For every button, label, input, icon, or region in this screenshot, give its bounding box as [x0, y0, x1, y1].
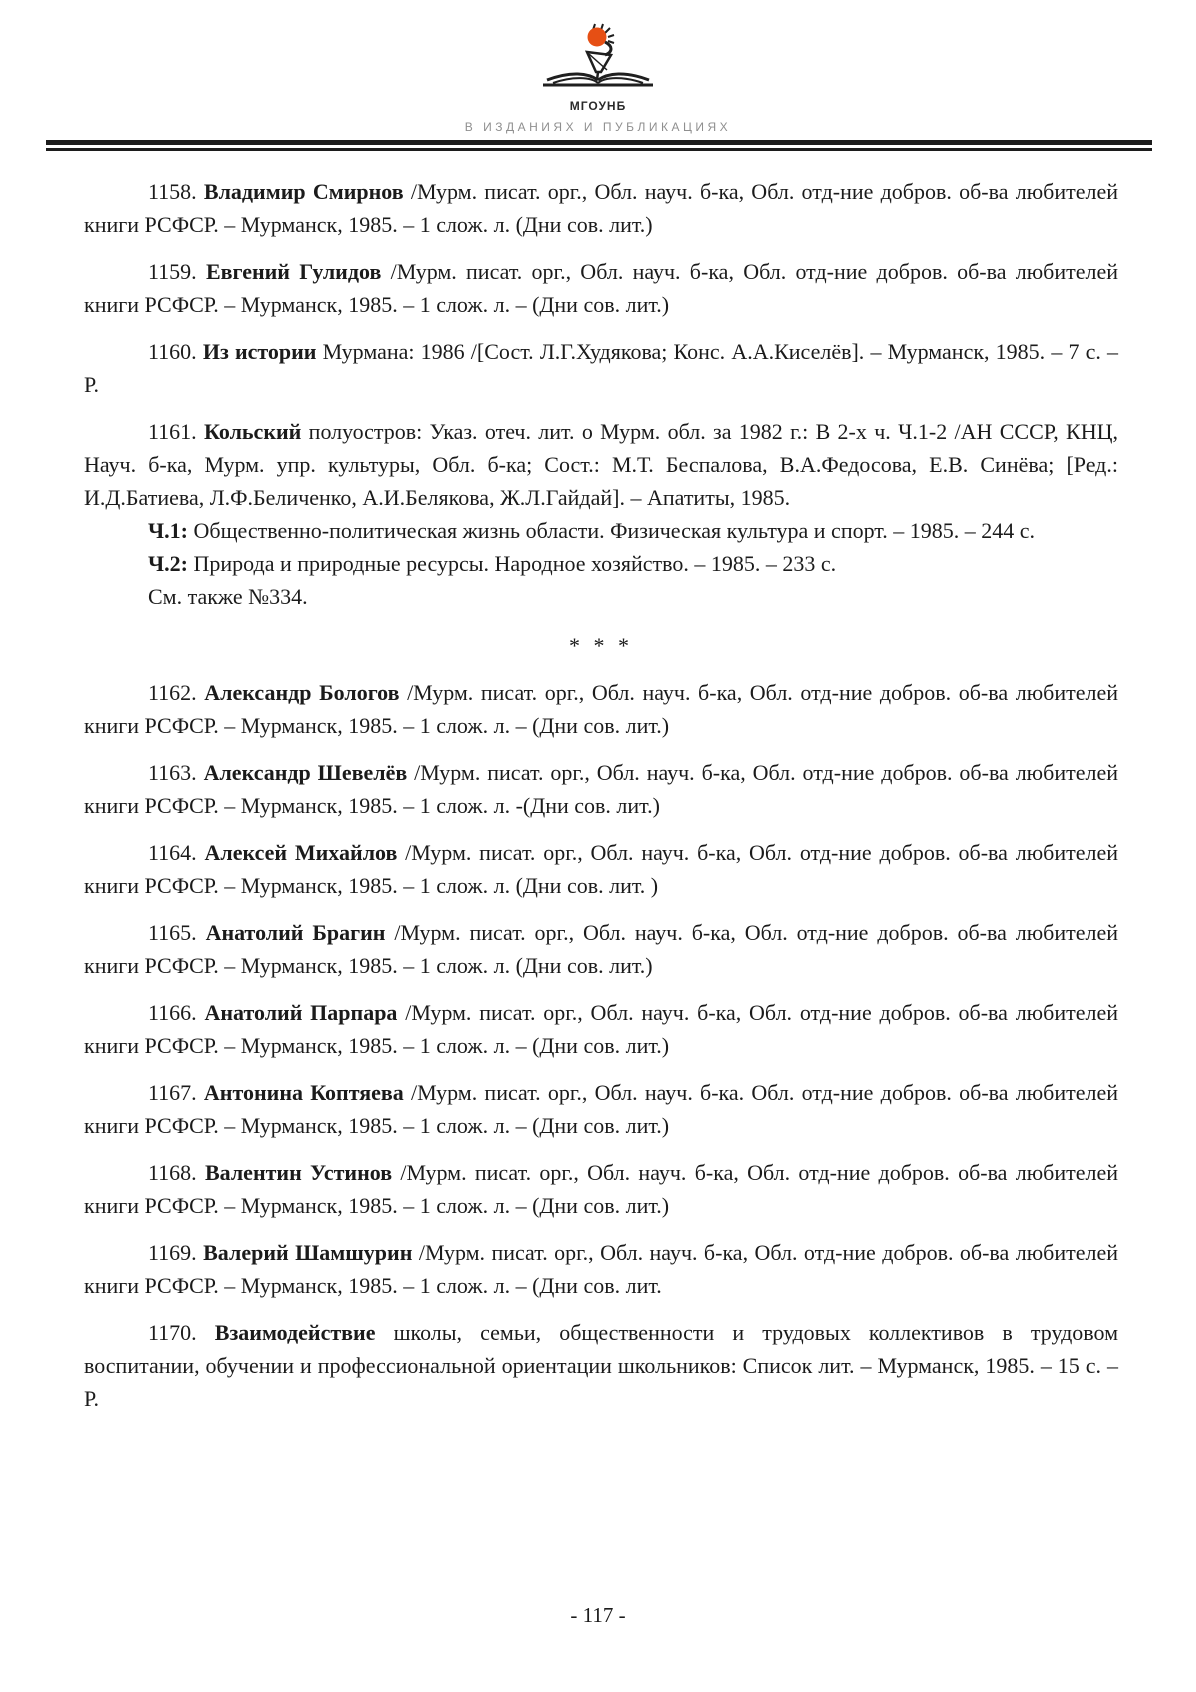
- entry-number: 1163.: [148, 760, 204, 785]
- part-text: Природа и природные ресурсы. Народное хозяйство. – 1985. – 233 с.: [187, 551, 837, 576]
- see-also-note: См. также №334.: [148, 584, 308, 609]
- library-emblem-logo: [533, 20, 663, 92]
- entry-title: Анатолий Брагин: [205, 920, 386, 945]
- bib-entry-1160: [84, 335, 1118, 401]
- header-rule: [46, 140, 1152, 151]
- bib-entry-1161: [84, 415, 1118, 514]
- bib-entry-1158: [84, 175, 1118, 241]
- bib-entry-1163: [84, 756, 1118, 822]
- entry-title: Из истории: [202, 339, 317, 364]
- entry-number: 1165.: [148, 920, 206, 945]
- page-header: [0, 0, 1196, 151]
- bib-entry-1161-part-2: [84, 547, 1118, 580]
- entry-text: школы, семьи, общественности и трудовых коллективов в трудовом воспитании, обучении и профессиональной ориентации школьников: Список лит. – Мурманск, 1985. – 15 с. – Р.: [84, 1320, 1118, 1411]
- entry-title: Алексей Михайлов: [204, 840, 398, 865]
- entry-number: 1158.: [148, 179, 204, 204]
- entry-title: Евгений Гулидов: [205, 259, 382, 284]
- entry-text: /Мурм. писат. орг., Обл. науч. б-ка, Обл. отд-ние добров. об-ва любителей книги РСФСР. – Мурманск, 1985. – 1 слож. л. – (Дни сов. лит.): [84, 1000, 1118, 1058]
- bib-entry-1162: [84, 676, 1118, 742]
- entry-text: полуостров: Указ. отеч. лит. о Мурм. обл. за 1982 г.: В 2-х ч. Ч.1-2 /АН СССР, КНЦ, Науч. б-ка, Мурм. упр. культуры, Обл. б-ка; Сост.: М.Т. Беспалова, В.А.Федосова, Е.В. Синёва; [Ред.: И.Д.Батиева, Л.Ф.Беличенко, А.И.Белякова, Ж.Л.Гайдай]. – Апатиты, 1985.: [84, 419, 1119, 510]
- header-subtitle: В ИЗДАНИЯХ И ПУБЛИКАЦИЯХ: [464, 120, 732, 134]
- entry-title: Владимир Смирнов: [203, 179, 404, 204]
- bib-entry-1166: [84, 996, 1118, 1062]
- bib-entry-1165: [84, 916, 1118, 982]
- entry-text: /Мурм. писат. орг., Обл. науч. б-ка. Обл. отд-ние добров. об-ва любителей книги РСФСР. – Мурманск, 1985. – 1 слож. л. – (Дни сов. лит.): [84, 1080, 1118, 1138]
- bib-entry-1164: [84, 836, 1118, 902]
- entry-text: Мурмана: 1986 /[Сост. Л.Г.Худякова; Конс. А.А.Киселёв]. – Мурманск, 1985. – 7 с. – Р.: [84, 339, 1119, 397]
- entry-number: 1161.: [148, 419, 205, 444]
- entry-title: Валентин Устинов: [204, 1160, 393, 1185]
- page-footer: [0, 1603, 1196, 1628]
- bib-entry-1168: [84, 1156, 1118, 1222]
- entry-number: 1170.: [148, 1320, 215, 1345]
- entry-title: Антонина Коптяева: [203, 1080, 404, 1105]
- bib-entry-1161-part-1: [84, 514, 1118, 547]
- entry-title: Взаимодействие: [214, 1320, 376, 1345]
- entry-number: 1159.: [148, 259, 206, 284]
- logo-caption: МГОУНБ: [569, 99, 627, 113]
- entry-number: 1166.: [148, 1000, 205, 1025]
- entry-number: 1164.: [148, 840, 205, 865]
- bib-entry-1169: [84, 1236, 1118, 1302]
- entry-text: /Мурм. писат. орг., Обл. науч. б-ка, Обл. отд-ние добров. об-ва любителей книги РСФСР. – Мурманск, 1985. – 1 слож. л. (Дни сов. лит.): [84, 179, 1118, 237]
- bib-entry-1167: [84, 1076, 1118, 1142]
- section-separator: * * *: [569, 633, 633, 658]
- part-text: Общественно-политическая жизнь области. Физическая культура и спорт. – 1985. – 244 с.: [187, 518, 1036, 543]
- entry-title: Анатолий Парпара: [204, 1000, 398, 1025]
- entry-title: Александр Шевелёв: [203, 760, 408, 785]
- entry-text: /Мурм. писат. орг., Обл. науч. б-ка, Обл. отд-ние добров. об-ва любителей книги РСФСР. – Мурманск, 1985. – 1 слож. л. (Дни сов. лит.): [84, 920, 1118, 978]
- entry-text: /Мурм. писат. орг., Обл. науч. б-ка, Обл. отд-ние добров. об-ва любителей книги РСФСР. – Мурманск, 1985. – 1 слож. л. – (Дни сов. лит.: [84, 1240, 1118, 1298]
- bib-entry-1159: [84, 255, 1118, 321]
- bibliography-list: [84, 175, 1118, 1415]
- entry-number: 1168.: [148, 1160, 205, 1185]
- entry-number: 1160.: [148, 339, 203, 364]
- entry-number: 1162.: [148, 680, 205, 705]
- entry-title: Валерий Шамшурин: [203, 1240, 413, 1265]
- entry-text: /Мурм. писат. орг., Обл. науч. б-ка, Обл. отд-ние добров. об-ва любителей книги РСФСР. – Мурманск, 1985. – 1 слож. л. – (Дни сов. лит.): [84, 259, 1118, 317]
- part-label: Ч.1:: [148, 518, 188, 543]
- entry-text: /Мурм. писат. орг., Обл. науч. б-ка, Обл. отд-ние добров. об-ва любителей книги РСФСР. – Мурманск, 1985. – 1 слож. л. – (Дни сов. лит.): [84, 680, 1118, 738]
- part-label: Ч.2:: [148, 551, 188, 576]
- entry-title: Александр Бологов: [204, 680, 400, 705]
- sun-shape: [588, 28, 607, 47]
- entry-title: Кольский: [204, 419, 302, 444]
- entry-text: /Мурм. писат. орг., Обл. науч. б-ка, Обл. отд-ние добров. об-ва любителей книги РСФСР. – Мурманск, 1985. – 1 слож. л. (Дни сов. лит. ): [84, 840, 1118, 898]
- entry-number: 1169.: [148, 1240, 204, 1265]
- bib-entry-1170: [84, 1316, 1118, 1415]
- library-emblem-icon: [533, 20, 663, 92]
- page-number: - 117 -: [570, 1603, 626, 1627]
- entry-text: /Мурм. писат. орг., Обл. науч. б-ка, Обл. отд-ние добров. об-ва любителей книги РСФСР. – Мурманск, 1985. – 1 слож. л. -(Дни сов. лит.): [84, 760, 1118, 818]
- entry-number: 1167.: [148, 1080, 204, 1105]
- entry-text: /Мурм. писат. орг., Обл. науч. б-ка, Обл. отд-ние добров. об-ва любителей книги РСФСР. – Мурманск, 1985. – 1 слож. л. – (Дни сов. лит.): [84, 1160, 1118, 1218]
